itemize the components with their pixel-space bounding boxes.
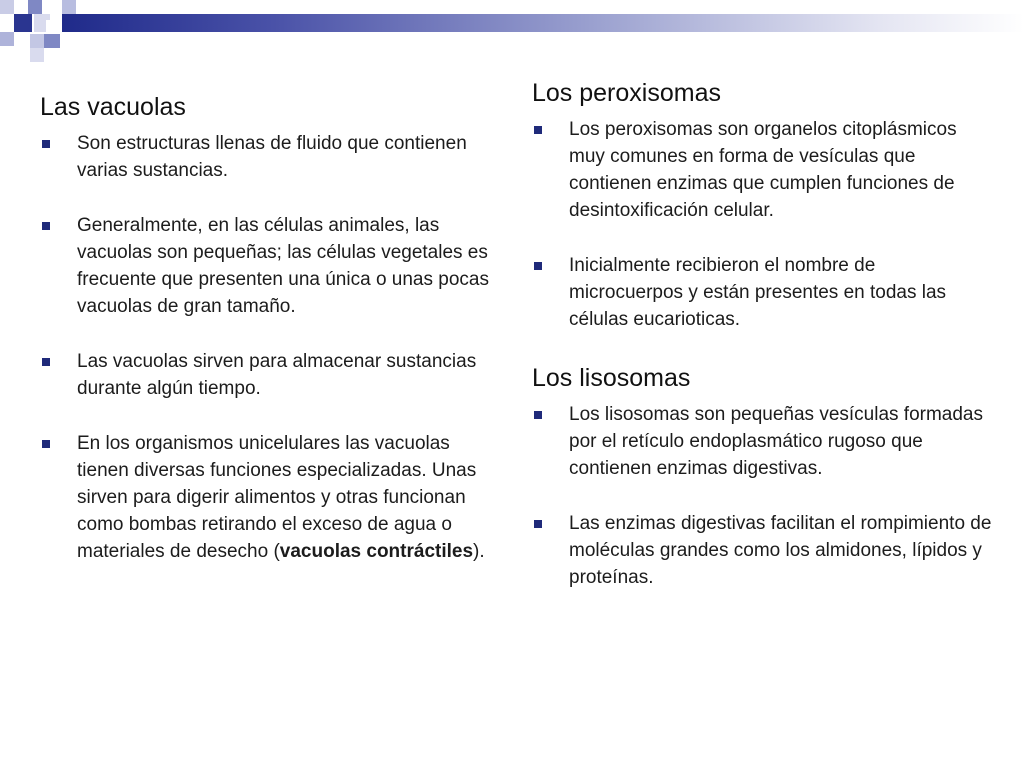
list-item-text-start: En los organismos unicelulares las vacuolas tienen diversas funciones especializadas. Unas sirven para digerir alimentos y otras funcionan como bombas retirando el exceso de agua o materiales de desecho ( bbox=[77, 433, 477, 562]
section-title: Los peroxisomas bbox=[532, 79, 721, 107]
header-gradient-bar bbox=[62, 14, 1024, 32]
decor-square bbox=[62, 0, 76, 14]
list-item-text: Los lisosomas son pequeñas vesículas formadas por el retículo endoplasmático rugoso que contienen enzimas digestivas. bbox=[569, 404, 984, 479]
decor-square bbox=[28, 0, 42, 14]
list-item bbox=[40, 348, 500, 402]
square-bullet-icon bbox=[42, 222, 50, 230]
peroxisomas-list bbox=[532, 116, 992, 333]
square-bullet-icon bbox=[42, 440, 50, 448]
list-item bbox=[532, 510, 992, 591]
list-item-text: Son estructuras llenas de fluido que contienen varias sustancias. bbox=[77, 133, 467, 181]
list-item bbox=[532, 116, 992, 224]
vacuolas-section bbox=[40, 92, 500, 565]
list-item bbox=[40, 212, 500, 320]
square-bullet-icon bbox=[42, 358, 50, 366]
list-item bbox=[532, 252, 992, 333]
lisosomas-list bbox=[532, 401, 992, 591]
section-title: Las vacuolas bbox=[40, 93, 186, 121]
square-bullet-icon bbox=[42, 140, 50, 148]
decor-square bbox=[46, 20, 62, 34]
decor-square bbox=[14, 14, 32, 32]
vacuolas-list bbox=[40, 130, 500, 565]
header-decoration bbox=[0, 0, 1024, 62]
list-item-text: Inicialmente recibieron el nombre de microcuerpos y están presentes en todas las células eucarioticas. bbox=[569, 255, 947, 330]
square-bullet-icon bbox=[534, 411, 542, 419]
decor-square bbox=[30, 34, 44, 48]
list-item bbox=[40, 130, 500, 184]
list-item-text: Los peroxisomas son organelos citoplásmicos muy comunes en forma de vesículas que contienen enzimas que cumplen funciones de desintoxificación celular. bbox=[569, 119, 957, 221]
list-item bbox=[532, 401, 992, 482]
decor-square bbox=[0, 32, 14, 46]
list-item-text: Las vacuolas sirven para almacenar sustancias durante algún tiempo. bbox=[77, 351, 477, 399]
list-item-text: Generalmente, en las células animales, las vacuolas son pequeñas; las células vegetales es frecuente que presenten una única o unas pocas vacuolas de gran tamaño. bbox=[77, 215, 489, 317]
decor-square bbox=[0, 0, 14, 14]
list-item-text-end: ). bbox=[473, 541, 485, 562]
decor-square bbox=[44, 34, 60, 48]
square-bullet-icon bbox=[534, 520, 542, 528]
square-bullet-icon bbox=[534, 262, 542, 270]
square-bullet-icon bbox=[534, 126, 542, 134]
list-item bbox=[40, 430, 500, 565]
list-item-text: Las enzimas digestivas facilitan el rompimiento de moléculas grandes como los almidones, lípidos y proteínas. bbox=[569, 513, 992, 588]
right-section bbox=[532, 78, 992, 591]
decor-square bbox=[14, 0, 28, 14]
decor-square bbox=[30, 48, 44, 62]
section-title: Los lisosomas bbox=[532, 364, 691, 392]
bold-term: vacuolas contráctiles bbox=[279, 541, 474, 562]
